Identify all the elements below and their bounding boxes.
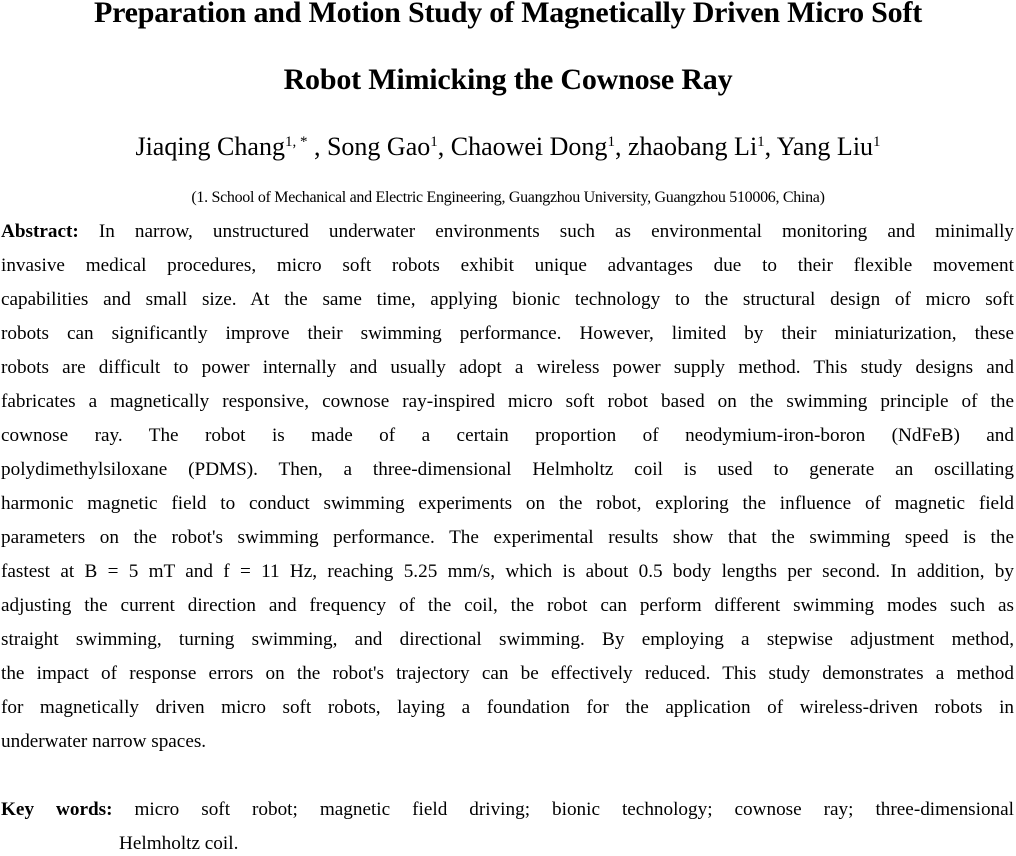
abstract-line: capabilities and small size. At the same time, applying bionic technology to the structural design of micro soft	[1, 289, 1014, 310]
abstract-line: invasive medical procedures, micro soft robots exhibit unique advantages due to their flexible movement	[1, 255, 1014, 276]
abstract-line: fabricates a magnetically responsive, cownose ray-inspired micro soft robot based on the swimming principle of the	[1, 391, 1014, 412]
abstract-line: robots are difficult to power internally and usually adopt a wireless power supply method. This study designs and	[1, 357, 1014, 378]
author-affiliation-marker: 1	[757, 134, 765, 150]
abstract-line: the impact of response errors on the robot's trajectory can be effectively reduced. This study demonstrates a method	[1, 663, 1014, 684]
paper-title-line-2: Robot Mimicking the Cownose Ray	[283, 63, 733, 96]
keywords-line-continued: Helmholtz coil.	[119, 833, 239, 854]
keywords-text: micro soft robot; magnetic field driving; bionic technology; cownose ray; three-dimensional	[134, 799, 1014, 820]
author-separator: ,	[764, 132, 777, 161]
author-affiliation-marker: 1, *	[284, 134, 308, 150]
author-affiliation-marker: 1	[430, 134, 438, 150]
author-name: Chaowei Dong	[450, 132, 608, 161]
abstract-label: Abstract:	[1, 221, 79, 242]
paper-title-line-1: Preparation and Motion Study of Magnetically Driven Micro Soft	[93, 0, 923, 29]
abstract-text: In narrow, unstructured underwater environments such as environmental monitoring and minimally	[98, 221, 1014, 242]
author-name: Yang Liu	[776, 132, 874, 161]
abstract-line: fastest at B = 5 mT and f = 11 Hz, reaching 5.25 mm/s, which is about 0.5 body lengths per second. In addition, by	[1, 561, 1014, 582]
abstract-line: for magnetically driven micro soft robots, laying a foundation for the application of wireless-driven robots in	[1, 697, 1014, 718]
abstract-line: adjusting the current direction and frequency of the coil, the robot can perform different swimming modes such as	[1, 595, 1014, 616]
keywords-label: Key words:	[1, 799, 113, 820]
abstract-line	[1, 220, 1014, 244]
keywords-line	[1, 798, 1014, 822]
author-affiliation: (1. School of Mechanical and Electric Engineering, Guangzhou University, Guangzhou 510006, China)	[191, 189, 825, 206]
author-separator: ,	[437, 132, 451, 161]
author-name: Jiaqing Chang	[135, 132, 285, 161]
author-separator: ,	[307, 132, 327, 161]
author-affiliation-marker: 1	[873, 134, 881, 150]
abstract-line: polydimethylsiloxane (PDMS). Then, a three-dimensional Helmholtz coil is used to generate an oscillating	[1, 459, 1014, 480]
author-separator: ,	[614, 132, 628, 161]
abstract-line: straight swimming, turning swimming, and directional swimming. By employing a stepwise adjustment method,	[1, 629, 1014, 650]
abstract-line: cownose ray. The robot is made of a certain proportion of neodymium-iron-boron (NdFeB) and	[1, 425, 1014, 446]
author-name: zhaobang Li	[627, 132, 758, 161]
author-list	[0, 130, 1016, 168]
abstract-line: parameters on the robot's swimming performance. The experimental results show that the swimming speed is the	[1, 527, 1014, 548]
author-name: Song Gao	[326, 132, 431, 161]
abstract-line: robots can significantly improve their swimming performance. However, limited by their miniaturization, these	[1, 323, 1014, 344]
abstract-line: harmonic magnetic field to conduct swimming experiments on the robot, exploring the influence of magnetic field	[1, 493, 1014, 514]
abstract-line: underwater narrow spaces.	[1, 731, 207, 752]
author-affiliation-marker: 1	[607, 134, 615, 150]
